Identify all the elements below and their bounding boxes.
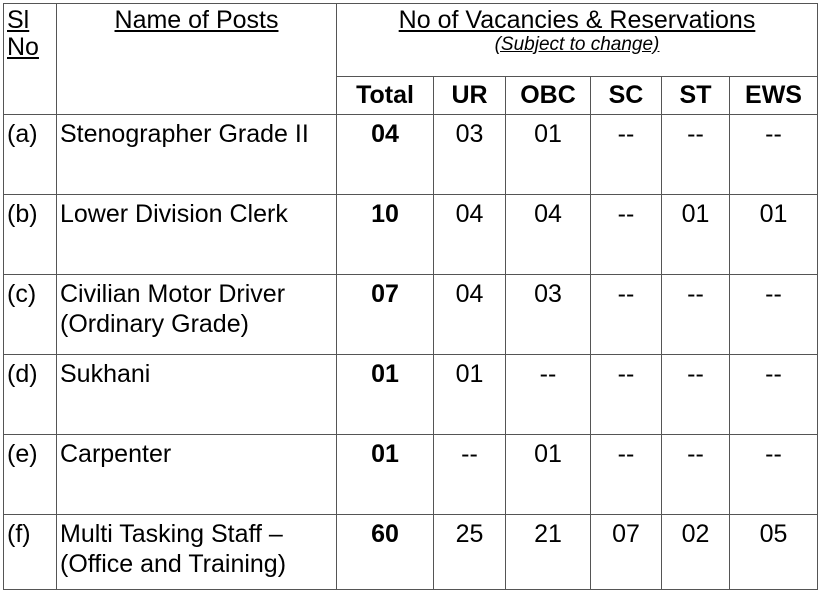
table-row bbox=[4, 435, 818, 515]
col-total-header: Total bbox=[337, 77, 434, 115]
row-sl: (e) bbox=[4, 435, 57, 515]
col-ur-header: UR bbox=[434, 77, 506, 115]
table-row bbox=[4, 195, 818, 275]
table-row bbox=[4, 355, 818, 435]
row-sc: 07 bbox=[591, 515, 662, 590]
row-sl: (f) bbox=[4, 515, 57, 590]
row-obc: 04 bbox=[506, 195, 591, 275]
post-line1: Lower Division Clerk bbox=[60, 200, 288, 228]
col-st-header: ST bbox=[662, 77, 730, 115]
col-sc-header: SC bbox=[591, 77, 662, 115]
row-post bbox=[57, 355, 337, 435]
row-ews: 05 bbox=[730, 515, 818, 590]
row-st: 02 bbox=[662, 515, 730, 590]
post-line1: Sukhani bbox=[60, 360, 151, 388]
row-sc: -- bbox=[591, 115, 662, 195]
row-post bbox=[57, 435, 337, 515]
vacancies-subtitle: (Subject to change) bbox=[494, 34, 660, 55]
row-sc: -- bbox=[591, 435, 662, 515]
row-total: 07 bbox=[337, 275, 434, 355]
row-st: -- bbox=[662, 355, 730, 435]
row-total: 01 bbox=[337, 355, 434, 435]
row-sl: (d) bbox=[4, 355, 57, 435]
post-line2: (Ordinary Grade) bbox=[60, 310, 249, 338]
vacancy-table bbox=[3, 3, 818, 590]
row-total: 60 bbox=[337, 515, 434, 590]
post-line1: Multi Tasking Staff – bbox=[60, 520, 283, 548]
row-obc: 01 bbox=[506, 115, 591, 195]
post-line1: Stenographer Grade II bbox=[60, 120, 309, 148]
row-ews: -- bbox=[730, 115, 818, 195]
table-row bbox=[4, 115, 818, 195]
row-total: 04 bbox=[337, 115, 434, 195]
post-line2: (Office and Training) bbox=[60, 550, 287, 578]
post-line1: Civilian Motor Driver bbox=[60, 280, 286, 308]
table-row bbox=[4, 515, 818, 590]
vacancies-title: No of Vacancies & Reservations bbox=[398, 6, 756, 34]
row-obc: 03 bbox=[506, 275, 591, 355]
row-total: 01 bbox=[337, 435, 434, 515]
sl-header-line1: Sl bbox=[7, 6, 30, 34]
sl-header-line2: No bbox=[7, 33, 39, 61]
row-ur: 25 bbox=[434, 515, 506, 590]
row-sc: -- bbox=[591, 355, 662, 435]
sl-no-header bbox=[4, 4, 57, 115]
row-ur: 04 bbox=[434, 275, 506, 355]
row-st: 01 bbox=[662, 195, 730, 275]
table-row bbox=[4, 275, 818, 355]
row-sl: (a) bbox=[4, 115, 57, 195]
header-row-1 bbox=[4, 4, 818, 77]
row-obc: -- bbox=[506, 355, 591, 435]
row-ur: 04 bbox=[434, 195, 506, 275]
row-ews: -- bbox=[730, 435, 818, 515]
row-sc: -- bbox=[591, 195, 662, 275]
row-obc: 21 bbox=[506, 515, 591, 590]
row-post bbox=[57, 515, 337, 590]
row-ews: -- bbox=[730, 355, 818, 435]
name-of-posts-header: Name of Posts bbox=[57, 4, 337, 115]
row-sl: (c) bbox=[4, 275, 57, 355]
row-ews: -- bbox=[730, 275, 818, 355]
row-st: -- bbox=[662, 115, 730, 195]
row-post bbox=[57, 115, 337, 195]
row-ur: -- bbox=[434, 435, 506, 515]
row-post bbox=[57, 275, 337, 355]
row-obc: 01 bbox=[506, 435, 591, 515]
row-post bbox=[57, 195, 337, 275]
col-ews-header: EWS bbox=[730, 77, 818, 115]
row-st: -- bbox=[662, 275, 730, 355]
row-ews: 01 bbox=[730, 195, 818, 275]
vacancies-header bbox=[337, 4, 818, 77]
row-ur: 03 bbox=[434, 115, 506, 195]
row-st: -- bbox=[662, 435, 730, 515]
row-sc: -- bbox=[591, 275, 662, 355]
row-ur: 01 bbox=[434, 355, 506, 435]
post-line1: Carpenter bbox=[60, 440, 172, 468]
row-sl: (b) bbox=[4, 195, 57, 275]
row-total: 10 bbox=[337, 195, 434, 275]
col-obc-header: OBC bbox=[506, 77, 591, 115]
